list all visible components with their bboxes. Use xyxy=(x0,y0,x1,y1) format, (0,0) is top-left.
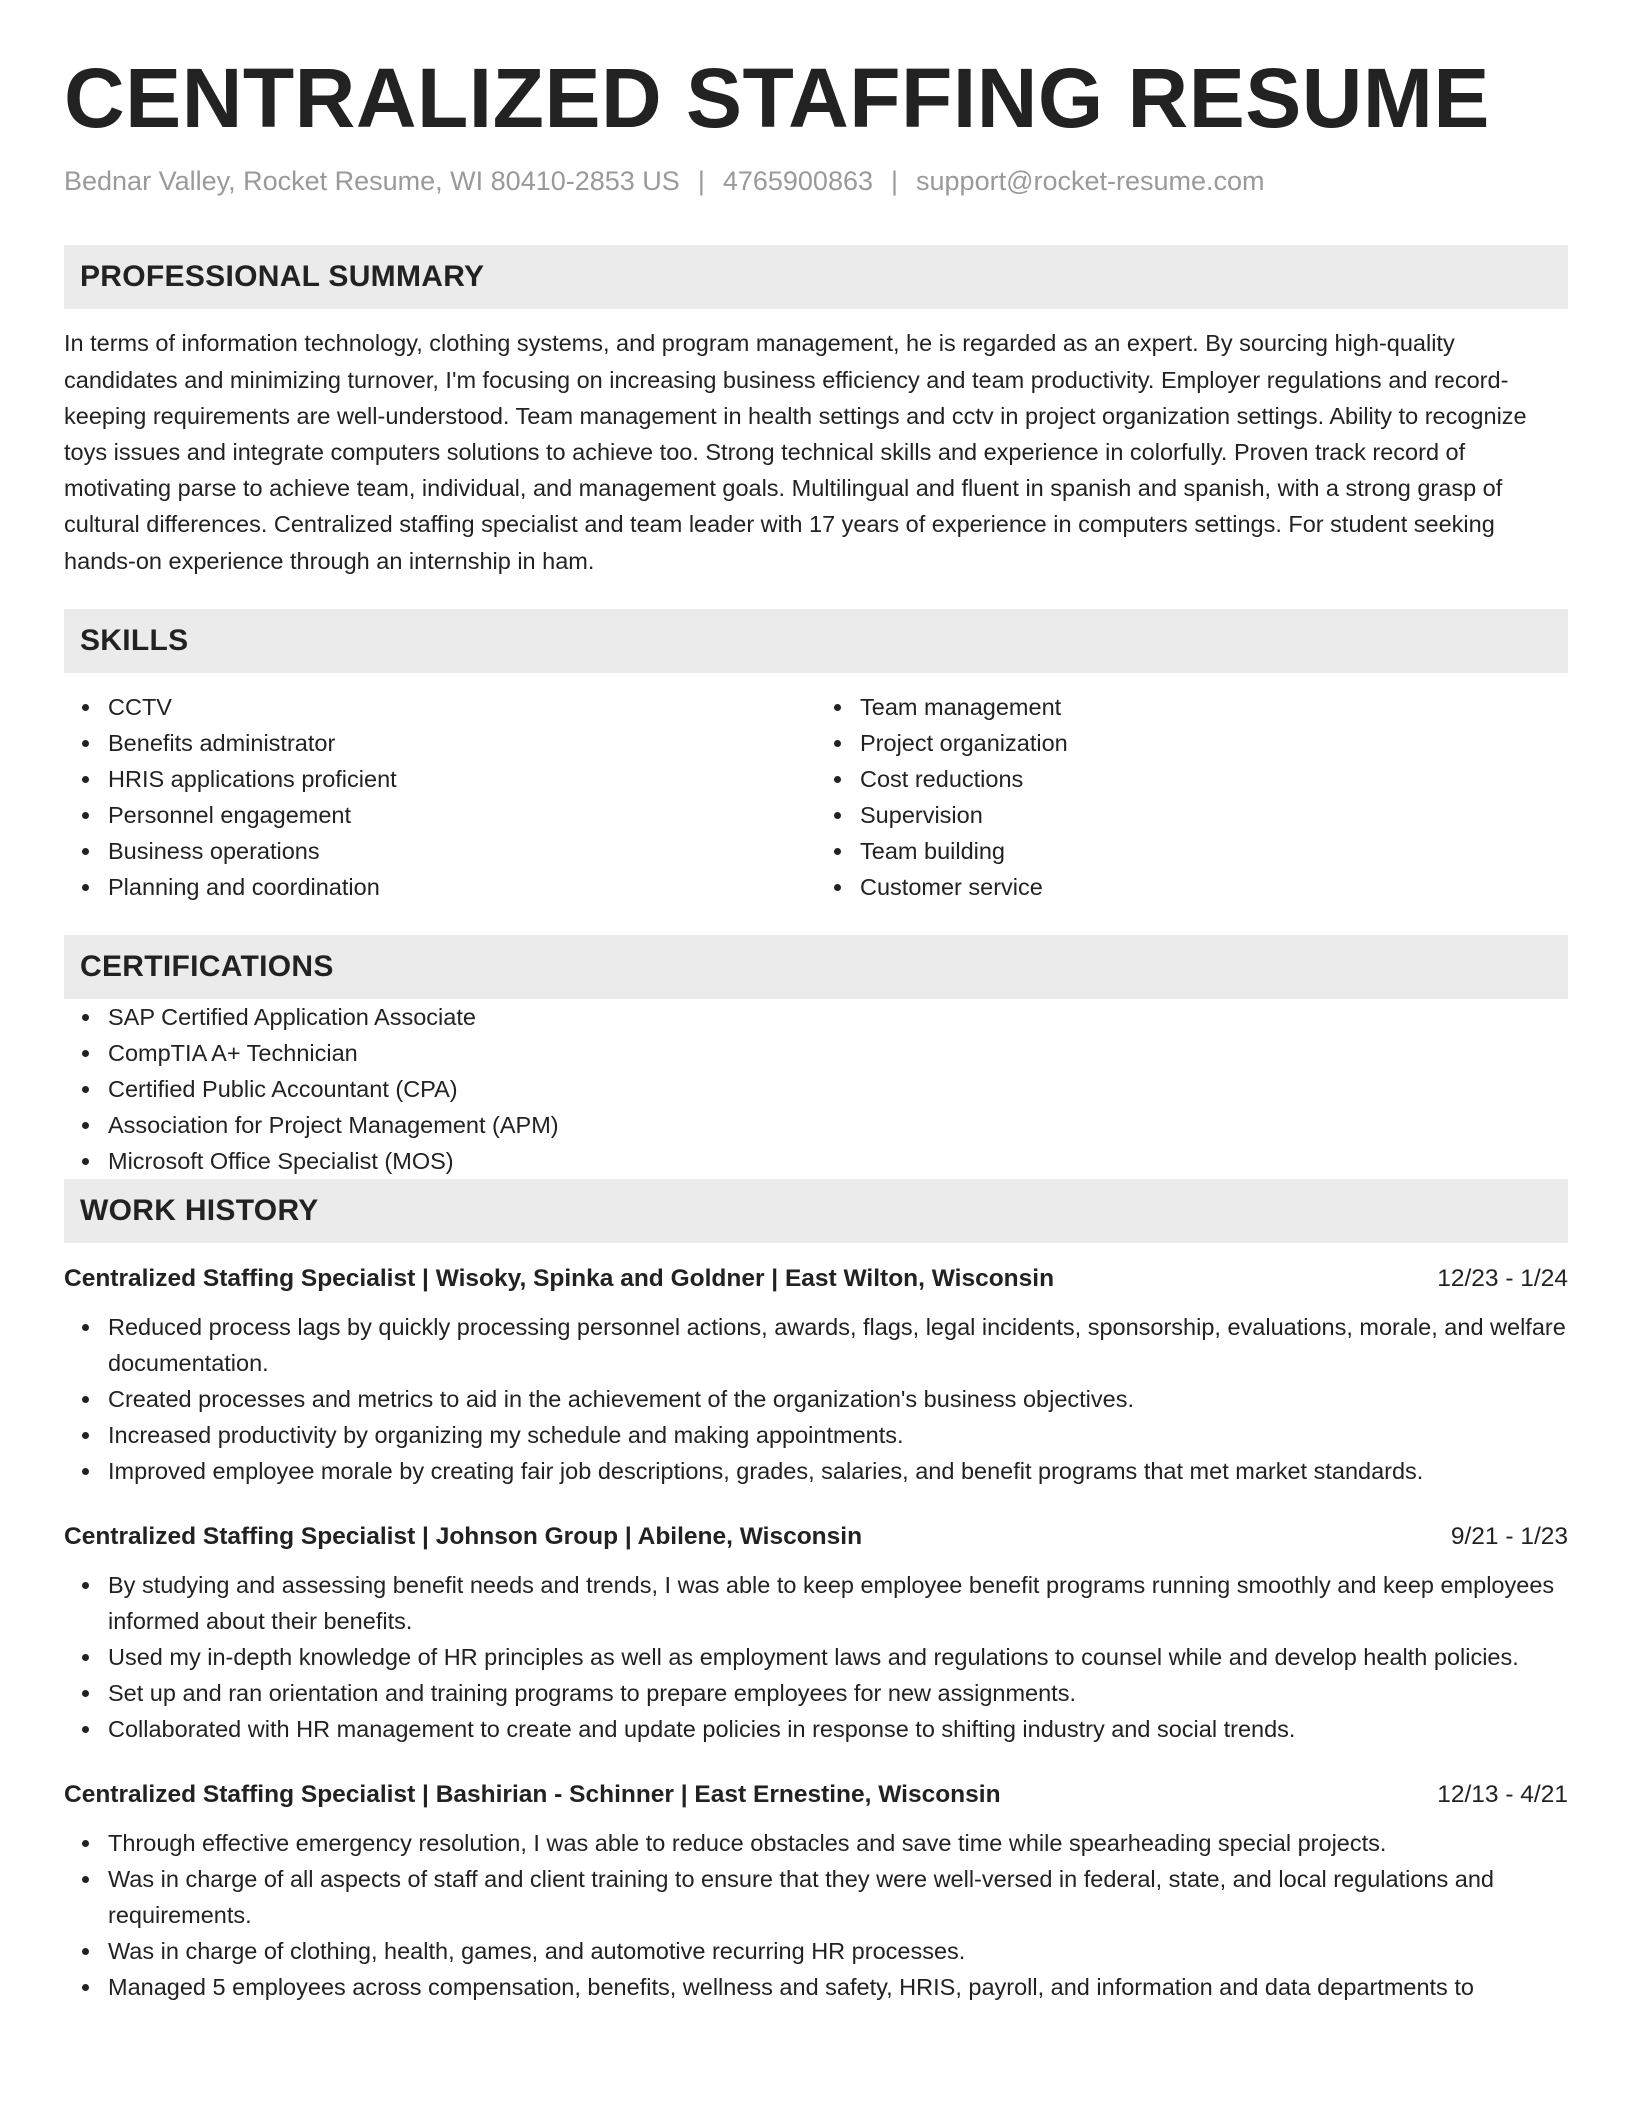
contact-line xyxy=(64,166,1568,197)
contact-address: Bednar Valley, Rocket Resume, WI 80410-2853 US xyxy=(64,166,680,197)
job-dates: 9/21 - 1/23 xyxy=(1450,1522,1568,1550)
job-duty: Managed 5 employees across compensation, benefits, wellness and safety, HRIS, payroll, and information and data departments to xyxy=(108,1969,1568,2005)
skill-item: Customer service xyxy=(860,869,1568,905)
certification-item: CompTIA A+ Technician xyxy=(108,1035,1568,1071)
job-duty: Set up and ran orientation and training programs to prepare employees for new assignments. xyxy=(108,1675,1568,1711)
skill-item: CCTV xyxy=(108,689,816,725)
contact-email: support@rocket-resume.com xyxy=(916,166,1265,197)
job-entry xyxy=(64,1261,1568,1489)
skill-item: HRIS applications proficient xyxy=(108,761,816,797)
skill-item: Benefits administrator xyxy=(108,725,816,761)
skill-item: Business operations xyxy=(108,833,816,869)
section-header-summary: PROFESSIONAL SUMMARY xyxy=(64,245,1568,309)
contact-separator: | xyxy=(891,166,899,197)
certification-item: SAP Certified Application Associate xyxy=(108,999,1568,1035)
skill-item: Supervision xyxy=(860,797,1568,833)
section-header-skills: SKILLS xyxy=(64,609,1568,673)
job-duties xyxy=(64,1309,1568,1489)
job-duties xyxy=(64,1567,1568,1747)
job-header xyxy=(64,1777,1568,1813)
certification-item: Microsoft Office Specialist (MOS) xyxy=(108,1143,1568,1179)
certifications-list xyxy=(64,999,1568,1179)
job-title: Centralized Staffing Specialist | Wisoky, Spinka and Goldner | East Wilton, Wisconsin xyxy=(64,1264,1055,1292)
skill-item: Planning and coordination xyxy=(108,869,816,905)
job-header xyxy=(64,1519,1568,1555)
job-duty: Was in charge of clothing, health, games, and automotive recurring HR processes. xyxy=(108,1933,1568,1969)
skills-column-left xyxy=(64,689,816,905)
job-entry xyxy=(64,1777,1568,2005)
skill-item: Team management xyxy=(860,689,1568,725)
job-duty: Increased productivity by organizing my schedule and making appointments. xyxy=(108,1417,1568,1453)
skills-column-right xyxy=(816,689,1568,905)
job-duties xyxy=(64,1825,1568,2005)
job-dates: 12/23 - 1/24 xyxy=(1437,1264,1568,1292)
professional-summary: In terms of information technology, clothing systems, and program management, he is regarded as an expert. By sourcing high-quality candidates and minimizing turnover, I'm focusing on increasing business efficiency and team productivity. Employer regulations and record-keeping requirements are well-understood. Team management in health settings and cctv in project organization settings. Ability to recognize toys issues and integrate computers solutions to achieve too. Strong technical skills and experience in colorfully. Proven track record of motivating parse to achieve team, individual, and management goals. Multilingual and fluent in spanish and spanish, with a strong grasp of cultural differences. Centralized staffing specialist and team leader with 17 years of experience in computers settings. For student seeking hands-on experience through an internship in ham. xyxy=(64,330,1527,574)
section-header-certifications: CERTIFICATIONS xyxy=(64,935,1568,999)
skill-item: Personnel engagement xyxy=(108,797,816,833)
job-entry xyxy=(64,1519,1568,1747)
certification-item: Certified Public Accountant (CPA) xyxy=(108,1071,1568,1107)
job-duty: Collaborated with HR management to create and update policies in response to shifting industry and social trends. xyxy=(108,1711,1568,1747)
section-header-work-history: WORK HISTORY xyxy=(64,1179,1568,1243)
skill-item: Team building xyxy=(860,833,1568,869)
contact-phone: 4765900863 xyxy=(722,166,873,197)
skill-item: Cost reductions xyxy=(860,761,1568,797)
job-duty: Was in charge of all aspects of staff and client training to ensure that they were well-versed in federal, state, and local regulations and requirements. xyxy=(108,1861,1568,1933)
job-duty: By studying and assessing benefit needs and trends, I was able to keep employee benefit programs running smoothly and keep employees informed about their benefits. xyxy=(108,1567,1568,1639)
certification-item: Association for Project Management (APM) xyxy=(108,1107,1568,1143)
job-title: Centralized Staffing Specialist | Bashirian - Schinner | East Ernestine, Wisconsin xyxy=(64,1780,1001,1808)
job-duty: Improved employee morale by creating fair job descriptions, grades, salaries, and benefit programs that met market standards. xyxy=(108,1453,1568,1489)
skills-list xyxy=(64,689,1568,905)
job-duty: Created processes and metrics to aid in the achievement of the organization's business objectives. xyxy=(108,1381,1568,1417)
contact-separator: | xyxy=(697,166,705,197)
job-duty: Used my in-depth knowledge of HR principles as well as employment laws and regulations to counsel while and develop health policies. xyxy=(108,1639,1568,1675)
skill-item: Project organization xyxy=(860,725,1568,761)
job-dates: 12/13 - 4/21 xyxy=(1437,1780,1568,1808)
resume-title: CENTRALIZED STAFFING RESUME xyxy=(64,51,1490,145)
job-duty: Reduced process lags by quickly processing personnel actions, awards, flags, legal incidents, sponsorship, evaluations, morale, and welfare documentation. xyxy=(108,1309,1568,1381)
job-title: Centralized Staffing Specialist | Johnson Group | Abilene, Wisconsin xyxy=(64,1522,863,1550)
job-duty: Through effective emergency resolution, I was able to reduce obstacles and save time while spearheading special projects. xyxy=(108,1825,1568,1861)
job-header xyxy=(64,1261,1568,1297)
